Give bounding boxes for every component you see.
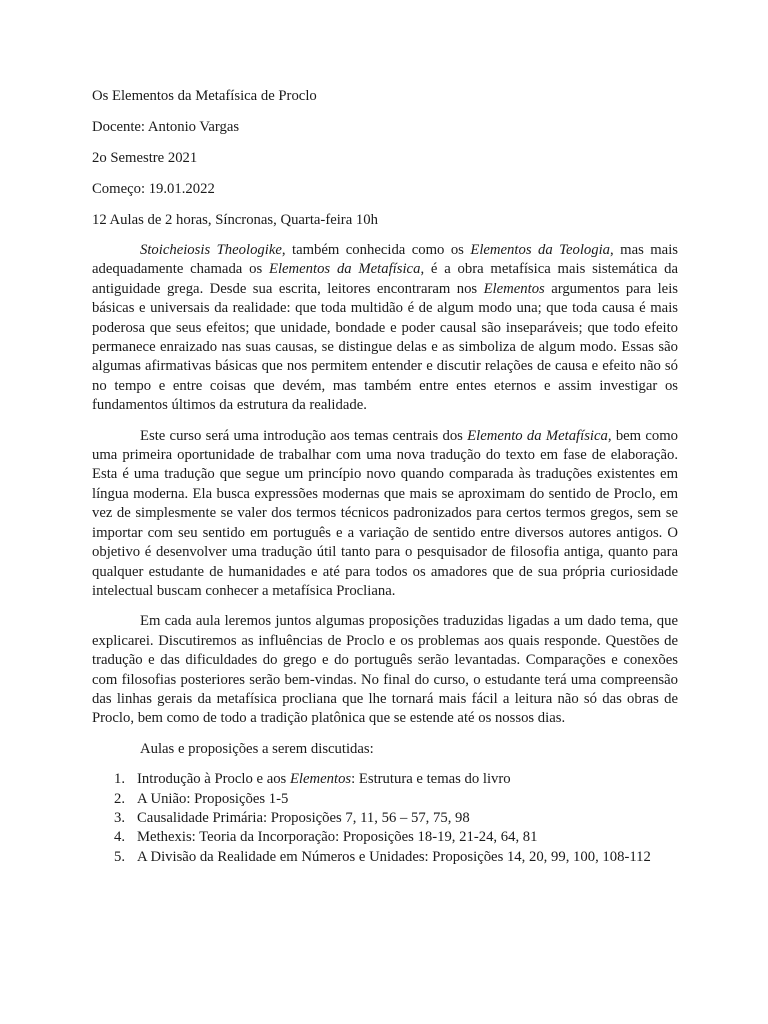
paragraph-intro: [92, 241, 678, 416]
topic-item: [92, 790, 678, 809]
topic-number: 3.: [114, 809, 126, 826]
topic-text: [137, 809, 470, 828]
topic-text: [137, 848, 651, 867]
topic-text-pre: A União: Proposições 1-5: [137, 790, 289, 807]
start-date-line: Começo: 19.01.2022: [92, 181, 215, 197]
topic-text-pre: Causalidade Primária: Proposições 7, 11, 56 – 57, 75, 98: [137, 809, 470, 826]
document-body: [92, 86, 678, 867]
paragraph-text: argumentos para leis básicas e universais da realidade: que toda multidão é de algum modo una; que toda causa é mais poderosa que seus efeitos; que unidade, bondade e poder causal são inseparáveis; que todo efeito permanece enraizado nas suas causas, se distingue delas e as simboliza de algum modo. Essas são algumas afirmativas básicas que nos permitem entender e discutir relações de causa e efeito não só no tempo e entre coisas que devém, mas também entre entes eternos e assim investigar os fundamentos últimos da estrutura da realidade.: [92, 280, 678, 414]
paragraph-text: bem como uma primeira oportunidade de trabalhar com uma nova tradução do texto em fase de elaboração. Esta é uma tradução que segue um princípio novo quando comparada às traduções existentes em língua moderna. Ela busca expressões modernas que mais se aproximam do sentido de Proclo, em vez de simplesmente se valer dos termos técnicos padronizados para certos termos gregos, sem se importar com seu sentido em português e a variação de sentido entre diversos autores antigos. O objetivo é desenvolver uma tradução útil tanto para o pesquisador de filosofia antiga, quanto para qualquer estudante de humanidades e até para todos os amadores que de sua própria curiosidade intelectual buscam conhecer a metafísica Procliana.: [92, 427, 679, 599]
topics-heading: Aulas e proposições a serem discutidas:: [140, 740, 374, 757]
paragraph-text: , também conhecida como os: [281, 242, 471, 258]
topic-number: 4.: [114, 829, 126, 846]
italic-elemento-metafisica: Elemento da Metafísica,: [467, 427, 612, 444]
topic-text-pre: Introdução à Proclo e aos: [137, 771, 290, 788]
topic-item: [92, 770, 678, 789]
topic-text: [137, 828, 537, 847]
topic-item: [92, 809, 678, 828]
topic-item: [92, 828, 678, 847]
topics-list: [92, 770, 678, 867]
course-title: Os Elementos da Metafísica de Proclo: [92, 88, 317, 104]
paragraph-text: Este curso será uma introdução aos temas centrais dos: [140, 427, 468, 444]
paragraph-classes: Em cada aula leremos juntos algumas proposições traduzidas ligadas a um dado tema, que explicarei. Discutiremos as influências de Proclo e os problemas aos quais responde. Questões de tradução e das dificuldades do grego e do português serão levantadas. Comparações e conexões com filosofias posteriores serão bem-vindas. No final do curso, o estudante terá uma compreensão das linhas gerais da metafísica procliana que lhe tornará mais fácil a leitura não só das obras de Proclo, bem como de todo a tradição platônica que se estende até os nossos dias.: [92, 613, 678, 727]
italic-title-greek: Stoicheiosis Theologike: [140, 242, 282, 258]
topic-number: 2.: [114, 790, 126, 807]
paragraph-text: , mas mais adequadamente chamada os: [92, 242, 678, 278]
semester-line: 2o Semestre 2021: [92, 150, 198, 166]
topic-number: 1.: [114, 771, 126, 788]
topic-text: [137, 770, 511, 789]
topic-text-pre: Methexis: Teoria da Incorporação: Proposições 18-19, 21-24, 64, 81: [137, 829, 538, 846]
paragraph-course: [92, 427, 678, 602]
italic-title-metafisica: Elementos da Metafísica: [268, 261, 421, 278]
schedule-line: 12 Aulas de 2 horas, Síncronas, Quarta-feira 10h: [92, 212, 378, 228]
topic-number: 5.: [114, 848, 126, 865]
italic-elementos: Elementos: [483, 280, 545, 297]
topic-text: [137, 790, 288, 809]
topic-item: [92, 848, 678, 867]
topic-text-post: : Estrutura e temas do livro: [351, 771, 511, 788]
italic-title-teologia: Elementos da Teologia: [470, 242, 611, 258]
topic-text-italic: Elementos: [289, 771, 352, 788]
paragraph-text: , é a obra metafísica mais sistemática da antiguidade grega. Desde sua escrita, leitores encontraram nos: [92, 261, 679, 297]
teacher-line: Docente: Antonio Vargas: [92, 119, 240, 135]
topic-text-pre: A Divisão da Realidade em Números e Unidades: Proposições 14, 20, 99, 100, 108-112: [137, 848, 651, 865]
